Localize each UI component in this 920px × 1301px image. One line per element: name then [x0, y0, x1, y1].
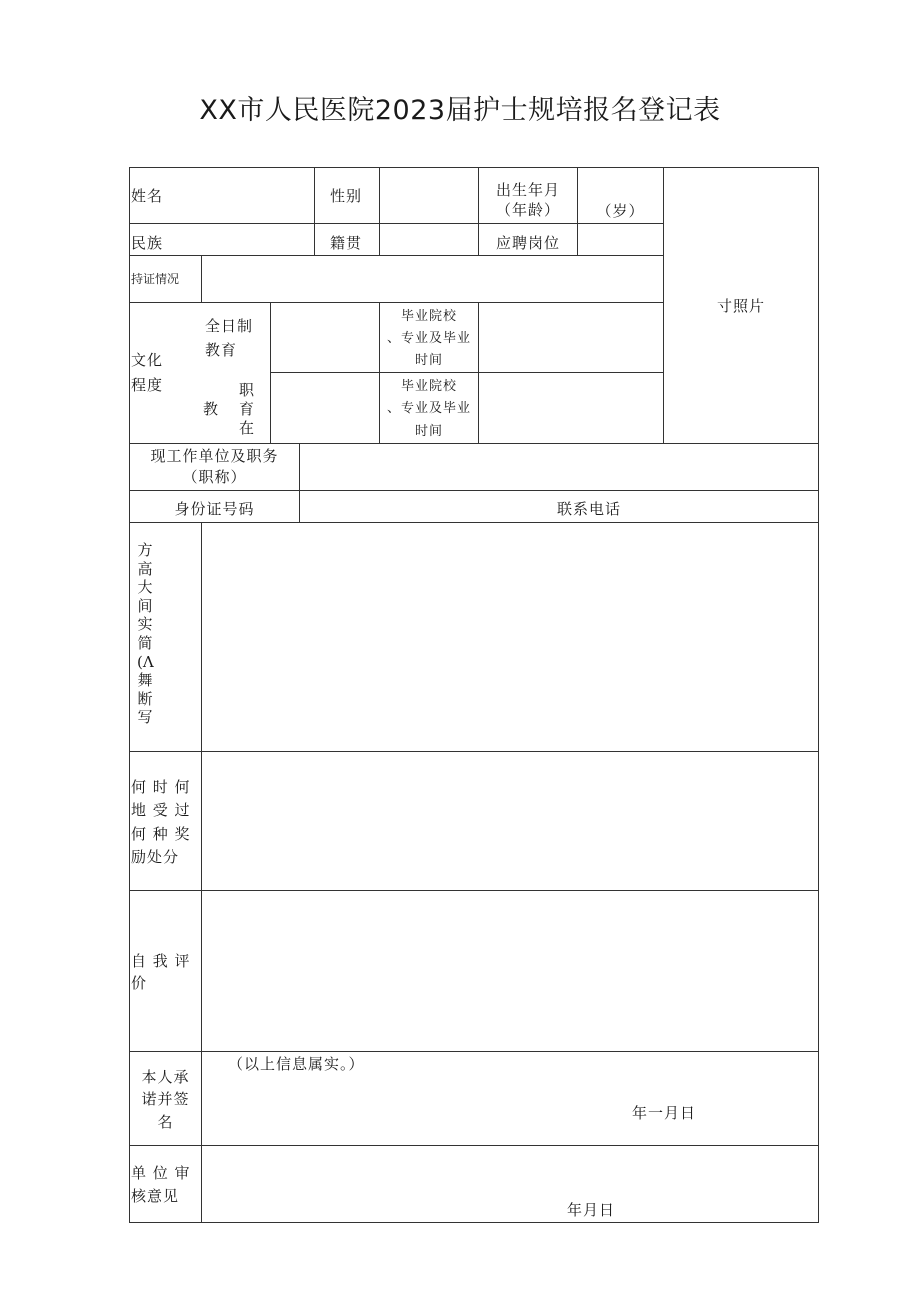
- pledge-label-line1: 本人承: [141, 1068, 190, 1086]
- fulltime-education-field[interactable]: [271, 303, 379, 372]
- work-unit-label-line1: 现工作单位及职务: [150, 447, 279, 465]
- id-number-label: 身份证号码: [174, 500, 255, 518]
- education-label-line1: 文化: [131, 351, 164, 369]
- pledge-label-line2: 诺并签: [141, 1090, 190, 1108]
- inservice-label-c: 育: [239, 400, 256, 418]
- unit-opinion-label-line1: 单 位 审: [131, 1164, 191, 1182]
- birth-label-line1: 出生年月: [495, 181, 560, 199]
- gender-field[interactable]: [380, 168, 478, 223]
- school-info-2-line3: 时间: [414, 424, 443, 439]
- signature-field[interactable]: [202, 1080, 818, 1145]
- inservice-education-field[interactable]: [271, 373, 379, 443]
- name-field[interactable]: [175, 168, 313, 223]
- inservice-label-d: 在: [239, 419, 256, 437]
- age-suffix: （岁）: [596, 202, 645, 220]
- school-info-1-line3: 时间: [414, 353, 443, 368]
- position-label: 应聘岗位: [495, 234, 560, 252]
- pledge-statement: （以上信息属实。）: [228, 1055, 365, 1073]
- ethnicity-field[interactable]: [175, 224, 313, 255]
- unit-opinion-date: 年月日: [567, 1201, 616, 1219]
- awards-label-line2: 地 受 过: [131, 801, 191, 819]
- grid-line: [314, 167, 315, 256]
- native-place-label: 籍贯: [330, 234, 363, 252]
- fulltime-school-field[interactable]: [479, 303, 663, 372]
- birth-label-line2: （年龄）: [495, 201, 560, 219]
- work-unit-field[interactable]: [300, 444, 818, 490]
- resume-field[interactable]: [202, 523, 818, 751]
- work-unit-label-line2: （职称）: [182, 468, 247, 486]
- self-evaluation-label-line2: 价: [131, 974, 148, 992]
- awards-label-line1: 何 时 何: [131, 778, 191, 796]
- pledge-date: 年一月日: [632, 1104, 697, 1122]
- ethnicity-label: 民族: [131, 234, 164, 252]
- grid-line: [129, 1051, 819, 1052]
- school-info-2-line2: 、专业及毕业: [386, 401, 471, 416]
- inservice-label-a: 职: [239, 381, 256, 399]
- fulltime-label-line2: 教育: [205, 341, 238, 359]
- school-info-1-line1: 毕业院校: [400, 309, 457, 324]
- inservice-label-b: 教: [203, 400, 220, 418]
- native-place-field[interactable]: [380, 224, 478, 255]
- education-label-line2: 程度: [131, 376, 164, 394]
- unit-opinion-field[interactable]: [202, 1146, 818, 1222]
- name-label: 姓名: [131, 187, 164, 205]
- grid-line: [129, 1222, 819, 1223]
- position-field[interactable]: [578, 224, 663, 255]
- pledge-label-line3: 名: [157, 1113, 174, 1131]
- awards-label-line4: 励处分: [131, 848, 180, 866]
- gender-label: 性别: [330, 187, 363, 205]
- school-info-1-line2: 、专业及毕业: [386, 331, 471, 346]
- fulltime-label-line1: 全日制: [205, 317, 254, 335]
- id-number-field[interactable]: [300, 491, 530, 522]
- certificate-label: 持证情况: [131, 272, 180, 286]
- page-title: XX市人民医院2023届护士规培报名登记表: [199, 95, 721, 126]
- awards-label-line3: 何 种 奖: [131, 825, 191, 843]
- resume-label: 方高大间实简(Λ舞断写: [137, 541, 154, 727]
- inservice-school-field[interactable]: [479, 373, 663, 443]
- self-evaluation-field[interactable]: [202, 891, 818, 1051]
- certificate-field[interactable]: [202, 256, 663, 302]
- school-info-2-line1: 毕业院校: [400, 379, 457, 394]
- photo-label: 寸照片: [716, 297, 765, 315]
- awards-field[interactable]: [202, 752, 818, 890]
- unit-opinion-label-line2: 核意见: [131, 1187, 180, 1205]
- grid-line: [129, 167, 130, 1223]
- grid-line: [818, 167, 819, 1223]
- phone-field[interactable]: [640, 491, 818, 522]
- self-evaluation-label-line1: 自 我 评: [131, 952, 191, 970]
- phone-label: 联系电话: [557, 500, 622, 518]
